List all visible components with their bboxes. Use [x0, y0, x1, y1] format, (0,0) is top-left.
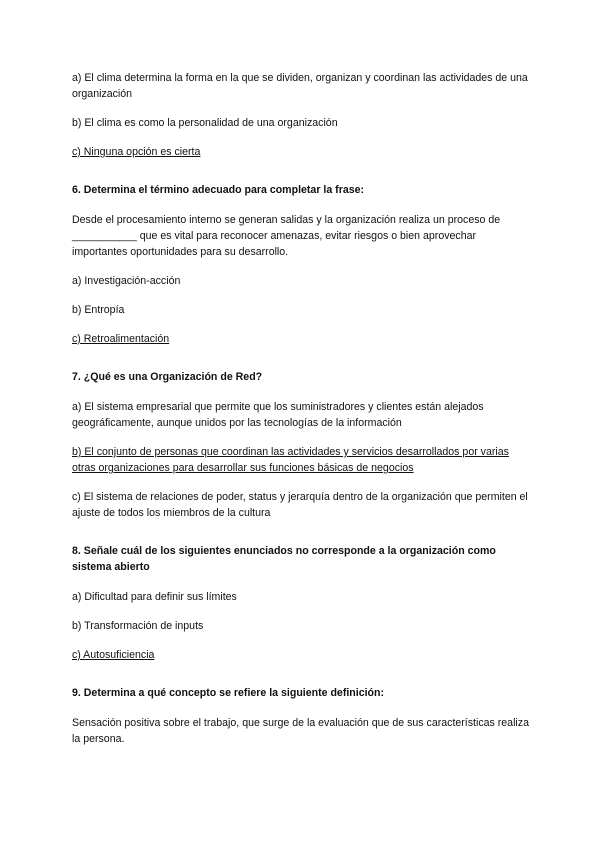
q7-heading: 7. ¿Qué es una Organización de Red? [72, 371, 263, 383]
q5-option-b: b) El clima es como la personalidad de una organización [72, 117, 338, 129]
q6-statement [72, 212, 532, 260]
q7-option-b: b) El conjunto de personas que coordinan las actividades y servicios desarrollados por varias otras organizaciones para desarrollar sus funciones básicas de negocios [72, 446, 509, 474]
q8-heading: 8. Señale cuál de los siguientes enunciados no corresponde a la organización como sistema abierto [72, 545, 496, 573]
q6-option-a: a) Investigación-acción [72, 275, 181, 287]
q6-option-c: c) Retroalimentación [72, 333, 170, 345]
q6-option-b: b) Entropía [72, 304, 125, 316]
q5-option-a: a) El clima determina la forma en la que se dividen, organizan y coordinan las actividades de una organización [72, 72, 528, 100]
q8-option-b: b) Transformación de inputs [72, 620, 204, 632]
q8-option-a: a) Dificultad para definir sus límites [72, 591, 237, 603]
q6-statement-before: Desde el procesamiento interno se generan salidas y la organización realiza un proceso de [72, 214, 501, 226]
q6-statement-after: que es vital para reconocer amenazas, evitar riesgos o bien aprovechar importantes oportunidades para su desarrollo. [72, 230, 477, 258]
q7-option-c: c) El sistema de relaciones de poder, status y jerarquía dentro de la organización que permiten el ajuste de todos los miembros de la cultura [72, 491, 528, 519]
q8-option-c: c) Autosuficiencia [72, 649, 155, 661]
q9-statement: Sensación positiva sobre el trabajo, que surge de la evaluación que de sus características realiza la persona. [72, 717, 529, 745]
q6-heading: 6. Determina el término adecuado para completar la frase: [72, 184, 365, 196]
q9-heading: 9. Determina a qué concepto se refiere la siguiente definición: [72, 687, 385, 699]
q6-blank: ___________ [72, 230, 137, 242]
q7-option-a: a) El sistema empresarial que permite que los suministradores y clientes están alejados geográficamente, aunque unidos por las tecnologías de la información [72, 401, 484, 429]
q5-option-c: c) Ninguna opción es cierta [72, 146, 201, 158]
document-content [72, 70, 532, 760]
